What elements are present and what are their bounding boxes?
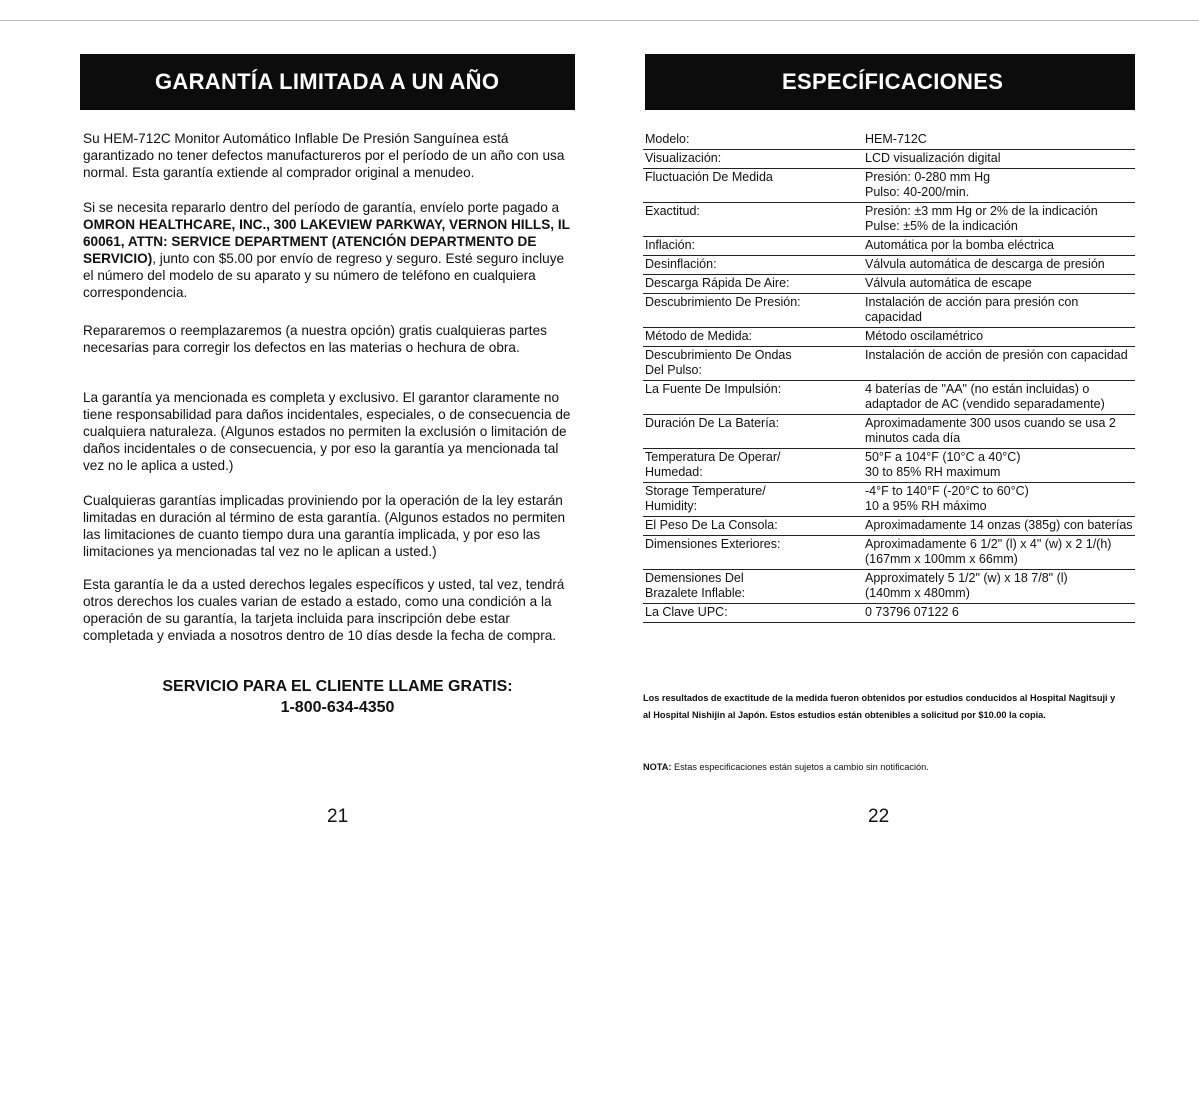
page-number-22: 22 (868, 806, 890, 827)
spec-value: Válvula automática de escape (861, 275, 1135, 294)
spec-row (643, 150, 1135, 169)
spec-label: Storage Temperature/ Humidity: (643, 483, 861, 517)
spec-label: Desinflación: (643, 256, 861, 275)
spec-label: La Fuente De Impulsión: (643, 381, 861, 415)
warranty-paragraph-4: La garantía ya mencionada es completa y exclusivo. El garantor claramente no tiene responsabilidad para daños incidentales, especiales, o de consecuencia de cualquiera naturaleza. (Algunos estados no permiten la exclusión o limitación de daños incidentales o de consecuencia, y por eso la garantía ya mencionada tal vez no le aplica a usted.) (83, 390, 571, 473)
spec-row (643, 237, 1135, 256)
customer-service-phone: 1-800-634-4350 (280, 699, 395, 716)
spec-row (643, 536, 1135, 570)
spec-row (643, 256, 1135, 275)
spec-label: Dimensiones Exteriores: (643, 536, 861, 570)
nota-label: NOTA: (643, 762, 672, 772)
spec-value: Aproximadamente 6 1/2" (l) x 4" (w) x 2 1/(h) (167mm x 100mm x 66mm) (861, 536, 1135, 570)
spec-label: Duración De La Batería: (643, 415, 861, 449)
spec-label: Inflación: (643, 237, 861, 256)
spec-label: Exactitud: (643, 203, 861, 237)
specifications-table (643, 131, 1135, 623)
spec-row (643, 415, 1135, 449)
spec-value: -4°F to 140°F (-20°C to 60°C) 10 a 95% RH máximo (861, 483, 1135, 517)
customer-service-block (80, 676, 595, 718)
spec-value: Instalación de acción para presión con capacidad (861, 294, 1135, 328)
warranty-paragraph-2 (83, 199, 575, 301)
spec-label: La Clave UPC: (643, 604, 861, 623)
warranty-title: GARANTÍA LIMITADA A UN AÑO (155, 69, 500, 94)
spec-value: Método oscilamétrico (861, 328, 1135, 347)
spec-value: 50°F a 104°F (10°C a 40°C) 30 to 85% RH maximum (861, 449, 1135, 483)
service-address: OMRON HEALTHCARE, INC., 300 LAKEVIEW PARKWAY, VERNON HILLS, IL 60061, ATTN: SERVICE DEPARTMENT (ATENCIÓN DEPARTMENTO DE SERVICIO) (83, 217, 570, 266)
nota-notice (643, 759, 1123, 776)
spec-label: Visualización: (643, 150, 861, 169)
spec-value: Válvula automática de descarga de presión (861, 256, 1135, 275)
spec-value: LCD visualización digital (861, 150, 1135, 169)
spec-value: Automática por la bomba eléctrica (861, 237, 1135, 256)
warranty-paragraph-5: Cualquieras garantías implicadas proviniendo por la operación de la ley estarán limitadas en duración al término de esta garantía. (Algunos estados no permiten las limitaciones de cuanto tiempo dura una garantía implicada, y por eso las limitaciones ya mencionadas tal vez no le aplican a usted.) (83, 493, 566, 559)
scan-top-line (0, 20, 1199, 21)
spec-row (643, 203, 1135, 237)
spec-row (643, 449, 1135, 483)
spec-row (643, 517, 1135, 536)
warranty-banner (80, 54, 575, 110)
spec-row (643, 604, 1135, 623)
spec-row (643, 570, 1135, 604)
spec-label: Método de Medida: (643, 328, 861, 347)
repair-details: , junto con $5.00 por envío de regreso y seguro. Esté seguro incluye el número del modelo de su aparato y su número de teléfono en cualquiera correspondencia. (83, 251, 565, 300)
spec-value: Approximately 5 1/2" (w) x 18 7/8" (l) (140mm x 480mm) (861, 570, 1135, 604)
spec-value: Aproximadamente 300 usos cuando se usa 2 minutos cada día (861, 415, 1135, 449)
page-number-21: 21 (327, 806, 349, 827)
spec-row (643, 347, 1135, 381)
spec-value: Presión: 0-280 mm Hg Pulso: 40-200/min. (861, 169, 1135, 203)
spec-label: Descubrimiento De Presión: (643, 294, 861, 328)
spec-label: Descubrimiento De Ondas Del Pulso: (643, 347, 861, 381)
nota-text: Estas especificaciones están sujetos a cambio sin notificación. (671, 762, 929, 772)
spec-row (643, 275, 1135, 294)
spec-value: 0 73796 07122 6 (861, 604, 1135, 623)
repair-intro: Si se necesita repararlo dentro del período de garantía, envíelo porte pagado a (83, 200, 560, 215)
spec-label: Fluctuación De Medida (643, 169, 861, 203)
spec-row (643, 131, 1135, 150)
spec-value: Instalación de acción de presión con capacidad (861, 347, 1135, 381)
spec-value: 4 baterías de "AA" (no están incluidas) o adaptador de AC (vendido separadamente) (861, 381, 1135, 415)
spec-label: Temperatura De Operar/ Humedad: (643, 449, 861, 483)
spec-value: Presión: ±3 mm Hg or 2% de la indicación Pulse: ±5% de la indicación (861, 203, 1135, 237)
spec-row (643, 294, 1135, 328)
accuracy-footnote: Los resultados de exactitude de la medida fueron obtenidos por estudios conducidos al Hospital Nagitsuji y al Hospital Nishijin al Japón. Estos estudios están obtenibles a solicitud por $10.00 la copia. (643, 693, 1116, 720)
spec-label: Descarga Rápida De Aire: (643, 275, 861, 294)
spec-value: Aproximadamente 14 onzas (385g) con baterías (861, 517, 1135, 536)
spec-row (643, 483, 1135, 517)
specifications-banner (645, 54, 1135, 110)
spec-row (643, 328, 1135, 347)
spec-label: Modelo: (643, 131, 861, 150)
spec-label: Demensiones Del Brazalete Inflable: (643, 570, 861, 604)
warranty-paragraph-3: Repararemos o reemplazaremos (a nuestra opción) gratis cualquieras partes necesarias para corregir los defectos en las materias o hechura de obra. (83, 323, 547, 355)
spec-label: El Peso De La Consola: (643, 517, 861, 536)
specifications-title: ESPECÍFICACIONES (782, 69, 1004, 94)
warranty-paragraph-1: Su HEM-712C Monitor Automático Inflable De Presión Sanguínea está garantizado no tener defectos manufactureros por el período de un año con usa normal. Esta garantía extiende al comprador original a menudeo. (83, 131, 565, 180)
warranty-paragraph-6: Esta garantía le da a usted derechos legales específicos y usted, tal vez, tendrá otros derechos los cuales varian de estado a estado, como una condición a la operación de su garantía, la tarjeta incluida para inscripción debe estar completada y enviada a nosotros dentro de 10 días desde la fecha de compra. (83, 577, 565, 643)
customer-service-heading: SERVICIO PARA EL CLIENTE LLAME GRATIS: (162, 678, 513, 695)
spec-value: HEM-712C (861, 131, 1135, 150)
spec-row (643, 381, 1135, 415)
spec-row (643, 169, 1135, 203)
